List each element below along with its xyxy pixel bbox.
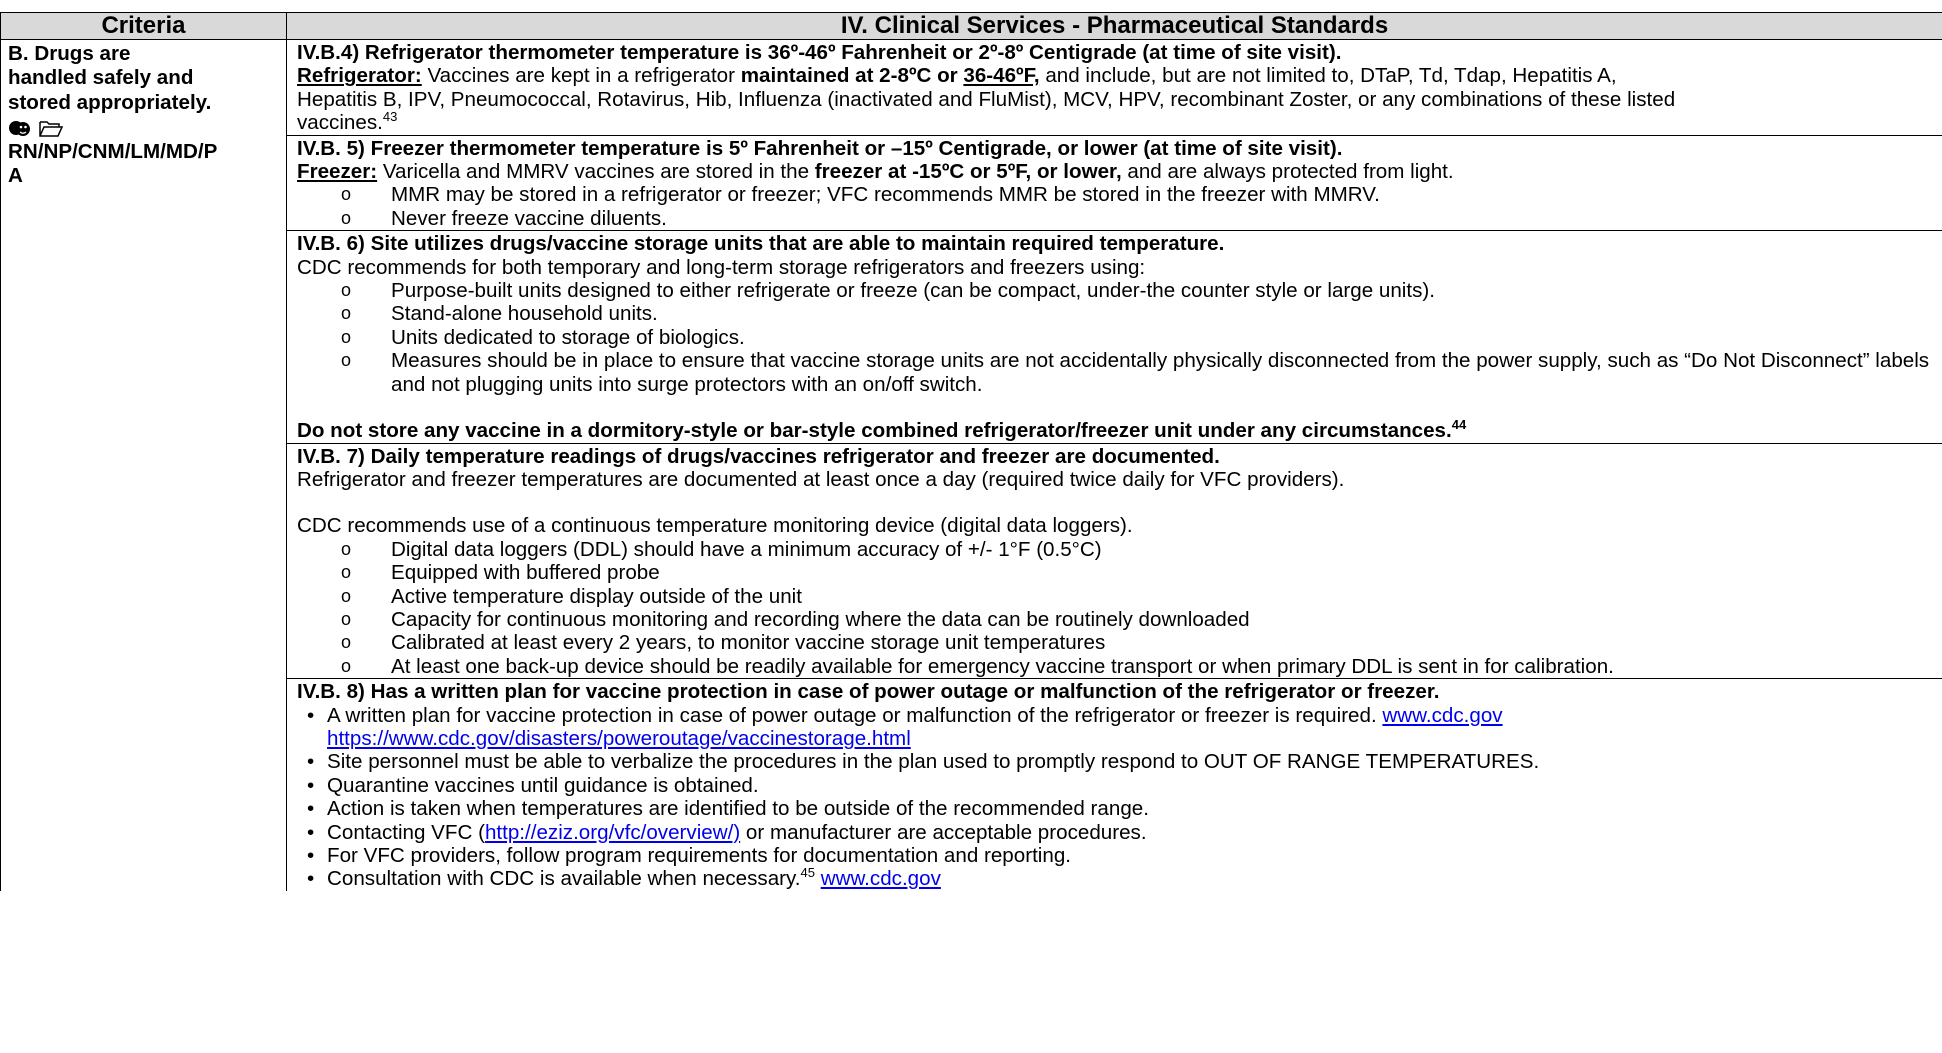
b4-label: Refrigerator:	[297, 64, 422, 88]
standards-header: IV. Clinical Services - Pharmaceutical Standards	[287, 13, 1942, 40]
b8-footnote-ref: 45	[800, 865, 815, 881]
spacer	[297, 491, 1934, 514]
b6-warning	[297, 419, 1934, 442]
b7-title: IV.B. 7) Daily temperature readings of drugs/vaccines refrigerator and freezer are documented.	[297, 444, 1220, 468]
faces-icon	[8, 118, 32, 138]
b4-line-3-text: vaccines.	[297, 111, 383, 135]
b5-text-2: and are always protected from light.	[1121, 160, 1454, 184]
row-b5	[1, 135, 1942, 231]
list-item: • For VFC providers, follow program requirements for documentation and reporting.	[307, 844, 1071, 867]
b7-line-2: CDC recommends use of a continuous temperature monitoring device (digital data loggers).	[297, 514, 1133, 538]
section-b5	[287, 135, 1942, 231]
list-item: o Active temperature display outside of the unit	[341, 584, 802, 608]
cdc-link-2[interactable]: www.cdc.gov	[820, 867, 941, 891]
list-item: o Never freeze vaccine diluents.	[341, 206, 667, 230]
b5-text-1: Varicella and MMRV vaccines are stored in the	[377, 160, 815, 184]
roles-line-2: A	[8, 164, 23, 188]
list-item: o Calibrated at least every 2 years, to monitor vaccine storage unit temperatures	[341, 631, 1106, 655]
list-item: o Digital data loggers (DDL) should have a minimum accuracy of +/- 1°F (0.5°C)	[341, 537, 1102, 561]
b6-intro: CDC recommends for both temporary and long-term storage refrigerators and freezers using:	[297, 255, 1146, 279]
list-item-text: Capacity for continuous monitoring and recording where the data can be routinely downloaded	[391, 607, 1250, 631]
list-item: o Units dedicated to storage of biologics.	[341, 325, 745, 349]
list-item: • A written plan for vaccine protection in case of power outage or malfunction of the refrigerator or freezer is required. www.cdc.gov https://www.cdc.gov/disasters/poweroutage/vaccinestorage.html	[307, 703, 1503, 750]
b7-line-1: Refrigerator and freezer temperatures are documented at least once a day (required twice daily for VFC providers).	[297, 467, 1345, 491]
list-item-text: or manufacturer are acceptable procedures.	[740, 820, 1147, 844]
list-item-text: Purpose-built units designed to either refrigerate or freeze (can be compact, under-the counter style or large units).	[391, 279, 1435, 303]
list-item-text: Equipped with buffered probe	[391, 561, 660, 585]
list-item-text: Contacting VFC (	[327, 820, 485, 844]
b4-line-3	[297, 111, 1934, 134]
criteria-cell	[1, 40, 287, 891]
spacer	[297, 396, 1934, 419]
list-item: • Quarantine vaccines until guidance is obtained.	[307, 773, 759, 797]
section-b4	[287, 40, 1942, 136]
list-item-text: A written plan for vaccine protection in case of power outage or malfunction of the refrigerator or freezer is required.	[327, 703, 1383, 727]
list-item-text: Active temperature display outside of the unit	[391, 584, 802, 608]
b5-title: IV.B. 5) Freezer thermometer temperature is 5º Fahrenheit or –15º Centigrade, or lower (at time of site visit).	[297, 136, 1343, 160]
list-item: • Site personnel must be able to verbalize the procedures in the plan used to promptly respond to OUT OF RANGE TEMPERATURES.	[307, 750, 1540, 774]
criteria-line-3: stored appropriately.	[8, 90, 212, 114]
list-item-text: Units dedicated to storage of biologics.	[391, 325, 745, 349]
list-item: o Equipped with buffered probe	[341, 561, 660, 585]
list-item: • Consultation with CDC is available when necessary.$^{45}$ www.cdc.gov	[307, 865, 941, 891]
list-item-text: For VFC providers, follow program requirements for documentation and reporting.	[327, 844, 1071, 867]
list-item-text: Quarantine vaccines until guidance is obtained.	[327, 773, 759, 797]
b5-label: Freezer:	[297, 160, 378, 184]
section-b6	[287, 231, 1942, 443]
row-b4	[1, 40, 1942, 136]
b6-list	[297, 279, 1934, 396]
list-item-text: Never freeze vaccine diluents.	[391, 206, 667, 230]
b4-text-2: and include, but are not limited to, DTaP, Td, Tdap, Hepatitis A,	[1039, 64, 1617, 88]
b4-line-2: Hepatitis B, IPV, Pneumococcal, Rotavirus, Hib, Influenza (inactivated and FluMist), MCV, HPV, recombinant Zoster, or any combinations of these listed	[297, 87, 1676, 111]
list-item-text: At least one back-up device should be readily available for emergency vaccine transport or when primary DDL is sent in for calibration.	[391, 654, 1614, 678]
criteria-header: Criteria	[1, 13, 287, 40]
list-item-text: Consultation with CDC is available when necessary.	[327, 867, 801, 891]
standards-table	[0, 12, 1942, 891]
list-item-text: Measures should be in place to ensure that vaccine storage units are not accidentally physically disconnected from the power supply, such as “Do Not Disconnect” labels and not plugging units into surge protectors with an on/off switch.	[391, 349, 1930, 396]
b6-warning-text: Do not store any vaccine in a dormitory-style or bar-style combined refrigerator/freezer unit under any circumstances.	[297, 419, 1452, 443]
b4-bold-underline: 36-46ºF,	[963, 64, 1040, 88]
b5-bold-1: freezer at -15ºC or 5ºF, or lower,	[814, 160, 1122, 184]
section-b8	[287, 679, 1942, 891]
b6-footnote-ref: 44	[1451, 417, 1467, 433]
b8-title: IV.B. 8) Has a written plan for vaccine protection in case of power outage or malfunction of the refrigerator or freezer.	[297, 680, 1440, 704]
criteria-line-1: B. Drugs are	[8, 42, 131, 65]
list-item: o At least one back-up device should be readily available for emergency vaccine transport or when primary DDL is sent in for calibration.	[341, 654, 1614, 678]
header-row	[1, 13, 1942, 40]
row-b8	[1, 679, 1942, 891]
roles-line-1: RN/NP/CNM/LM/MD/P	[8, 139, 218, 163]
b7-list	[297, 538, 1934, 678]
b5-list	[297, 183, 1934, 230]
criteria-line-2: handled safely and	[8, 66, 194, 90]
b4-footnote-ref: 43	[382, 109, 398, 125]
b4-body	[297, 64, 1934, 87]
section-b7	[287, 443, 1942, 679]
list-item: • Action is taken when temperatures are identified to be outside of the recommended range.	[307, 797, 1149, 821]
list-item: o MMR may be stored in a refrigerator or freezer; VFC recommends MMR be stored in the freezer with MMRV.	[341, 183, 1380, 207]
power-outage-link[interactable]: https://www.cdc.gov/disasters/poweroutage/vaccinestorage.html	[327, 726, 911, 750]
list-item: • Contacting VFC (http://eziz.org/vfc/overview/) or manufacturer are acceptable procedures.	[307, 820, 1147, 844]
list-item-text: Digital data loggers (DDL) should have a minimum accuracy of +/- 1°F (0.5°C)	[391, 537, 1102, 561]
criteria-icons	[8, 115, 280, 139]
folder-icon	[38, 118, 64, 138]
list-item-text: Stand-alone household units.	[391, 302, 658, 326]
b4-bold-1: maintained at 2-8ºC or	[740, 64, 964, 88]
b6-title: IV.B. 6) Site utilizes drugs/vaccine storage units that are able to maintain required temperature.	[297, 232, 1225, 256]
list-item: o Stand-alone household units.	[341, 302, 658, 326]
list-item-text: MMR may be stored in a refrigerator or freezer; VFC recommends MMR be stored in the freezer with MMRV.	[391, 183, 1380, 207]
b4-title: IV.B.4) Refrigerator thermometer temperature is 36º-46º Fahrenheit or 2º-8º Centigrade (at time of site visit).	[297, 41, 1342, 64]
b4-text-1: Vaccines are kept in a refrigerator	[421, 64, 741, 88]
b5-body	[297, 160, 1934, 183]
row-b6	[1, 231, 1942, 443]
b8-list	[297, 704, 1934, 891]
list-item-text: Action is taken when temperatures are identified to be outside of the recommended range.	[327, 797, 1149, 821]
list-item-text: Site personnel must be able to verbalize the procedures in the plan used to promptly respond to OUT OF RANGE TEMPERATURES.	[327, 750, 1540, 774]
list-item: o Capacity for continuous monitoring and recording where the data can be routinely downloaded	[341, 607, 1250, 631]
cdc-link[interactable]: www.cdc.gov	[1382, 703, 1503, 727]
list-item-text: Calibrated at least every 2 years, to monitor vaccine storage unit temperatures	[391, 631, 1106, 655]
list-item: o Purpose-built units designed to either refrigerate or freeze (can be compact, under-the counter style or large units).	[341, 279, 1435, 303]
eziz-link[interactable]: http://eziz.org/vfc/overview/)	[484, 820, 741, 844]
list-item: o Measures should be in place to ensure that vaccine storage units are not accidentally physically disconnected from the power supply, such as “Do Not Disconnect” labels and not plugging units into surge protectors with an on/off switch.	[341, 349, 1930, 396]
row-b7	[1, 443, 1942, 679]
